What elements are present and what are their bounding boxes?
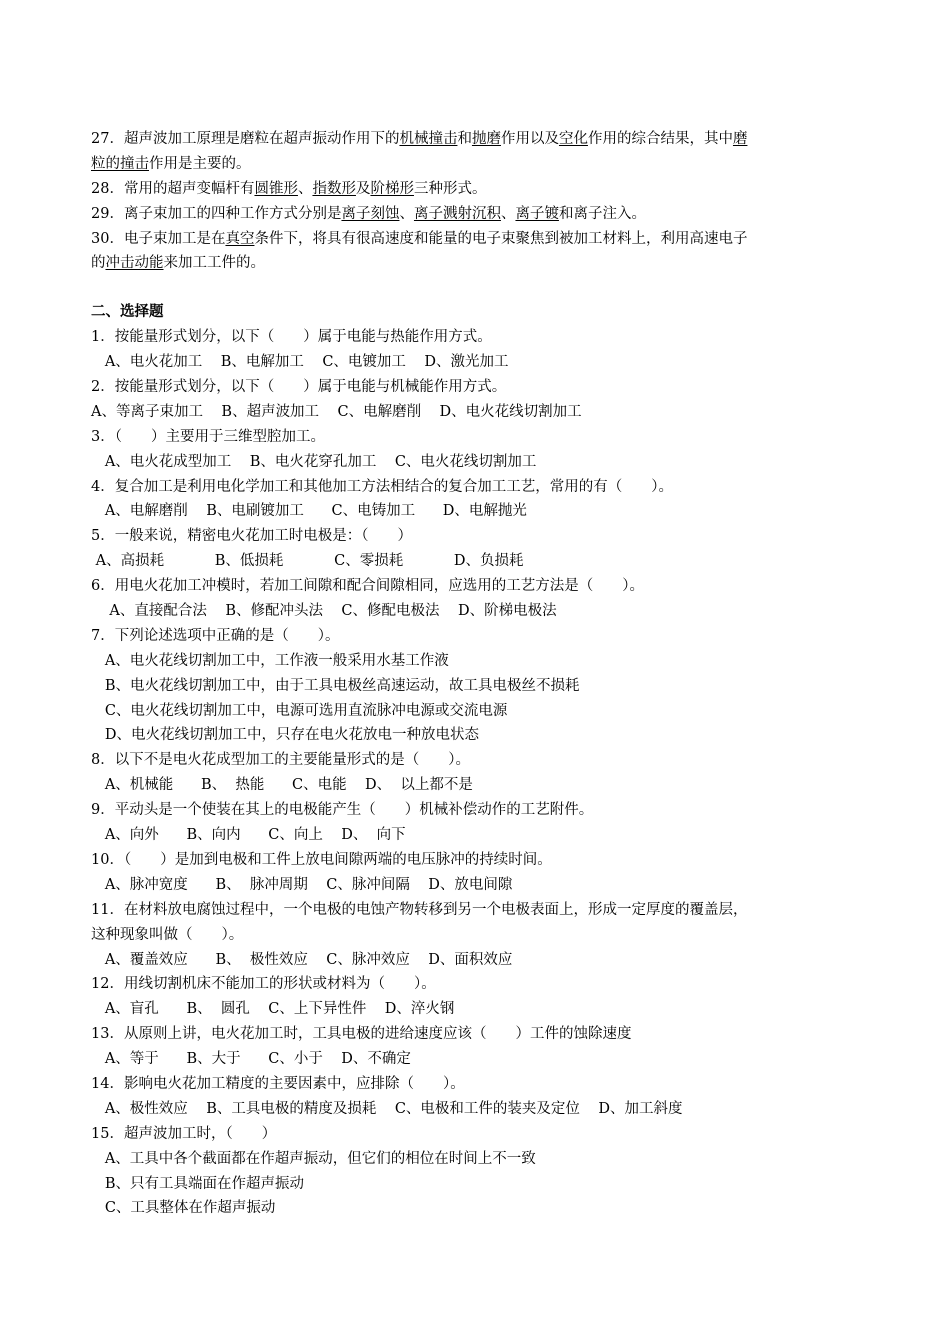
answer-blank: 指数形 bbox=[312, 180, 356, 197]
choice-line: C、电火花线切割加工中，电源可选用直流脉冲电源或交流电源 bbox=[91, 702, 508, 719]
choice-line: A、极性效应 B、工具电极的精度及损耗 C、电极和工件的装夹及定位 D、加工斜度 bbox=[91, 1100, 683, 1117]
answer-blank: 离子镀 bbox=[515, 205, 559, 222]
choice-line: 这种现象叫做（ ）。 bbox=[91, 926, 244, 943]
choice-questions bbox=[91, 325, 863, 1221]
choice-line: 10．（ ）是加到电极和工件上放电间隙两端的电压脉冲的持续时间。 bbox=[91, 851, 552, 868]
choice-line: D、电火花线切割加工中，只存在电火花放电一种放电状态 bbox=[91, 727, 479, 744]
choice-line: A、电火花线切割加工中，工作液一般采用水基工作液 bbox=[91, 652, 449, 669]
question-28: 28．常用的超声变幅杆有圆锥形、指数形及阶梯形三种形式。 bbox=[91, 180, 487, 197]
choice-line: A、工具中各个截面都在作超声振动，但它们的相位在时间上不一致 bbox=[91, 1150, 536, 1167]
choice-line: A、电火花成型加工 B、电火花穿孔加工 C、电火花线切割加工 bbox=[91, 453, 537, 470]
choice-line: 11．在材料放电腐蚀过程中，一个电极的电蚀产物转移到另一个电极表面上，形成一定厚度的覆盖层， bbox=[91, 901, 748, 918]
choice-line: A、电火花加工 B、电解加工 C、电镀加工 D、激光加工 bbox=[91, 354, 509, 371]
answer-blank: 磨 bbox=[732, 131, 748, 147]
choice-line: 5．一般来说，精密电火花加工时电极是：（ ） bbox=[91, 528, 412, 545]
question-27-line-1: 27．超声波加工原理是磨粒在超声振动作用下的机械撞击和抛磨作用以及空化作用的综合结果，其中磨 bbox=[91, 131, 748, 147]
choice-line: 8．以下不是电火花成型加工的主要能量形式的是（ ）。 bbox=[91, 752, 470, 769]
question-27-line-2: 粒的撞击作用是主要的。 bbox=[91, 155, 251, 172]
choice-line: 14．影响电火花加工精度的主要因素中，应排除（ ）。 bbox=[91, 1075, 465, 1092]
answer-blank: 离子刻蚀 bbox=[341, 205, 400, 222]
choice-line: A、机械能 B、 热能 C、电能 D、 以上都不是 bbox=[91, 777, 473, 794]
answer-blank: 抛磨 bbox=[471, 131, 501, 147]
choice-line: A、盲孔 B、 圆孔 C、上下异性件 D、淬火钢 bbox=[91, 1001, 455, 1018]
question-29: 29．离子束加工的四种工作方式分别是离子刻蚀、离子溅射沉积、离子镀和离子注入。 bbox=[91, 205, 646, 222]
section-gap bbox=[91, 276, 863, 300]
choice-line: B、只有工具端面在作超声振动 bbox=[91, 1175, 304, 1192]
choice-line: A、覆盖效应 B、 极性效应 C、脉冲效应 D、面积效应 bbox=[91, 951, 513, 968]
answer-blank: 冲击动能 bbox=[105, 255, 164, 272]
choice-line: A、向外 B、向内 C、向上 D、 向下 bbox=[91, 827, 406, 844]
choice-line: 13．从原则上讲，电火花加工时，工具电极的进给速度应该（ ）工件的蚀除速度 bbox=[91, 1026, 632, 1043]
choice-line: 2．按能量形式划分，以下（ ）属于电能与机械能作用方式。 bbox=[91, 379, 507, 396]
choice-line: 3．（ ）主要用于三维型腔加工。 bbox=[91, 428, 325, 445]
choice-line: A、高损耗 B、低损耗 C、零损耗 D、负损耗 bbox=[91, 553, 524, 570]
answer-blank: 粒的撞击 bbox=[91, 155, 149, 172]
choice-line: B、电火花线切割加工中，由于工具电极丝高速运动，故工具电极丝不损耗 bbox=[91, 677, 580, 694]
answer-blank: 圆锥形 bbox=[254, 180, 298, 197]
answer-blank: 真空 bbox=[225, 230, 255, 247]
answer-blank: 机械撞击 bbox=[399, 131, 458, 147]
question-30-line-1: 30．电子束加工是在真空条件下，将具有很高速度和能量的电子束聚焦到被加工材料上，利用高速电子 bbox=[91, 230, 748, 247]
choice-line: 1．按能量形式划分，以下（ ）属于电能与热能作用方式。 bbox=[91, 329, 492, 346]
choice-line: 9．平动头是一个使装在其上的电极能产生（ ）机械补偿动作的工艺附件。 bbox=[91, 802, 594, 819]
choice-line: 6．用电火花加工冲模时，若加工间隙和配合间隙相同，应选用的工艺方法是（ ）。 bbox=[91, 578, 644, 595]
section-title: 二、选择题 bbox=[91, 303, 164, 321]
choice-line: A、等于 B、大于 C、小于 D、不确定 bbox=[91, 1051, 411, 1068]
answer-blank: 空化 bbox=[558, 131, 588, 147]
choice-line: 7．下列论述选项中正确的是（ ）。 bbox=[91, 627, 340, 644]
answer-blank: 离子溅射沉积 bbox=[413, 205, 501, 222]
choice-line: A、电解磨削 B、电刷镀加工 C、电铸加工 D、电解抛光 bbox=[91, 503, 527, 520]
question-30-line-2: 的冲击动能来加工工件的。 bbox=[91, 255, 265, 272]
choice-line: A、直接配合法 B、修配冲头法 C、修配电极法 D、阶梯电极法 bbox=[91, 603, 557, 620]
choice-line: A、脉冲宽度 B、 脉冲周期 C、脉冲间隔 D、放电间隙 bbox=[91, 876, 513, 893]
document-content bbox=[91, 127, 863, 1221]
answer-blank: 阶梯形 bbox=[370, 180, 414, 197]
choice-line: 12．用线切割机床不能加工的形状或材料为（ ）。 bbox=[91, 976, 436, 993]
choice-line: C、工具整体在作超声振动 bbox=[91, 1200, 276, 1217]
choice-line: A、等离子束加工 B、超声波加工 C、电解磨削 D、电火花线切割加工 bbox=[91, 403, 582, 420]
choice-line: 15．超声波加工时，（ ） bbox=[91, 1125, 277, 1142]
choice-line: 4．复合加工是利用电化学加工和其他加工方法相结合的复合加工工艺，常用的有（ ）。 bbox=[91, 478, 673, 495]
